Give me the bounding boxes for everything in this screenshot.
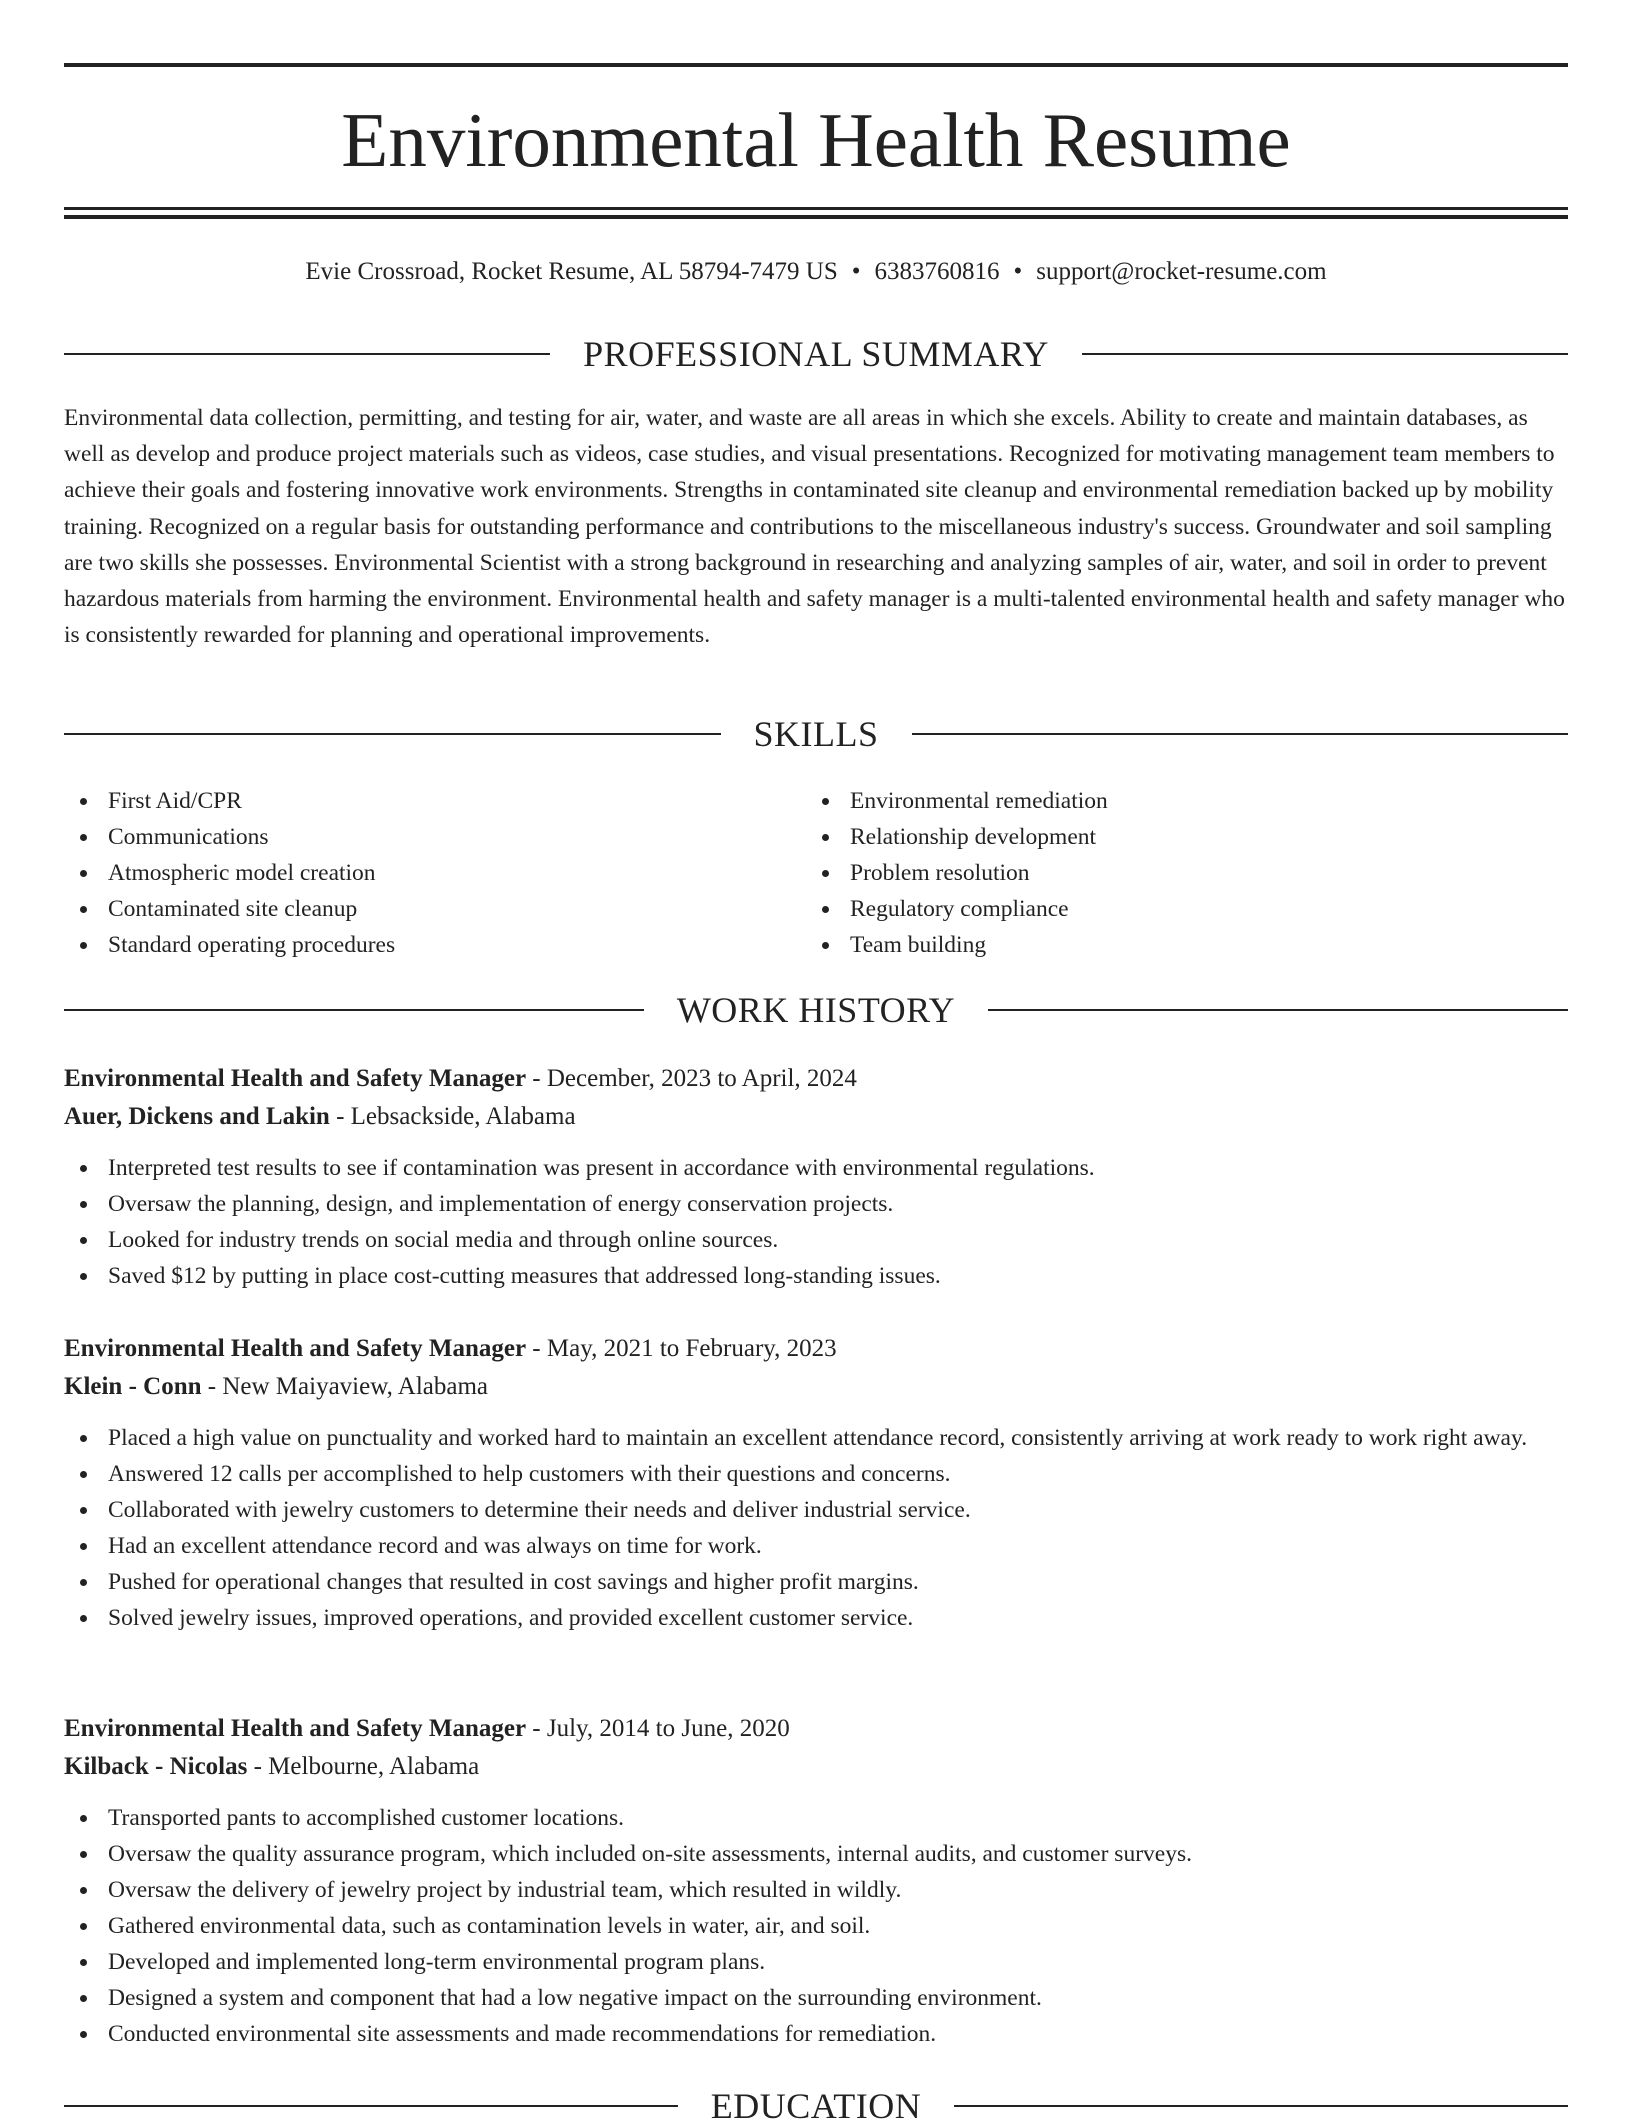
job-title-line <box>64 1060 1568 1098</box>
job-company: Auer, Dickens and Lakin <box>64 1103 330 1130</box>
job-bullet: Designed a system and component that had a low negative impact on the surrounding environment. <box>64 1980 1568 2016</box>
skills-list-left <box>64 783 806 963</box>
job-bullets <box>64 1800 1568 2052</box>
job-bullet: Developed and implemented long-term environmental program plans. <box>64 1944 1568 1980</box>
job-company-line <box>64 1098 1568 1136</box>
section-rule <box>64 353 550 355</box>
section-rule <box>1082 353 1568 355</box>
job-title: Environmental Health and Safety Manager <box>64 1335 527 1362</box>
job-bullets <box>64 1420 1568 1636</box>
section-rule <box>912 733 1569 735</box>
contact-separator: • <box>851 258 861 285</box>
work-heading <box>64 988 1568 1032</box>
job-bullet: Pushed for operational changes that resulted in cost savings and higher profit margins. <box>64 1564 1568 1600</box>
job-entry <box>64 1330 1568 1636</box>
job-title: Environmental Health and Safety Manager <box>64 1065 527 1092</box>
job-company: Klein - Conn <box>64 1373 202 1400</box>
section-rule <box>954 2105 1568 2107</box>
job-dates: - May, 2021 to February, 2023 <box>532 1335 837 1362</box>
job-bullet: Conducted environmental site assessments and made recommendations for remediation. <box>64 2016 1568 2052</box>
section-rule <box>64 1009 644 1011</box>
skill-item: Relationship development <box>806 819 1548 855</box>
job-bullet: Answered 12 calls per accomplished to help customers with their questions and concerns. <box>64 1456 1568 1492</box>
job-bullet: Collaborated with jewelry customers to determine their needs and deliver industrial service. <box>64 1492 1568 1528</box>
education-heading-label: EDUCATION <box>710 2086 922 2126</box>
job-bullet: Oversaw the delivery of jewelry project by industrial team, which resulted in wildly. <box>64 1872 1568 1908</box>
skill-item: Atmospheric model creation <box>64 855 806 891</box>
job-dates: - July, 2014 to June, 2020 <box>532 1715 790 1742</box>
job-entry <box>64 1710 1568 2052</box>
skill-item: Contaminated site cleanup <box>64 891 806 927</box>
skills-heading-label: SKILLS <box>753 714 879 754</box>
job-bullets <box>64 1150 1568 1294</box>
job-location: - Lebsackside, Alabama <box>336 1103 576 1130</box>
job-bullet: Had an excellent attendance record and was always on time for work. <box>64 1528 1568 1564</box>
summary-heading <box>64 332 1568 376</box>
job-company-line <box>64 1748 1568 1786</box>
skill-item: Regulatory compliance <box>806 891 1548 927</box>
job-bullet: Oversaw the quality assurance program, which included on-site assessments, internal audits, and customer surveys. <box>64 1836 1568 1872</box>
contact-address: Evie Crossroad, Rocket Resume, AL 58794-7479 US <box>305 258 838 285</box>
job-title-line <box>64 1710 1568 1748</box>
resume-title: Environmental Health Resume <box>341 97 1291 183</box>
job-title-line <box>64 1330 1568 1368</box>
job-bullet: Placed a high value on punctuality and worked hard to maintain an excellent attendance record, consistently arriving at work ready to work right away. <box>64 1420 1568 1456</box>
job-entry <box>64 1060 1568 1294</box>
skill-item: Communications <box>64 819 806 855</box>
job-company-line <box>64 1368 1568 1406</box>
job-location: - New Maiyaview, Alabama <box>207 1373 489 1400</box>
skill-item: First Aid/CPR <box>64 783 806 819</box>
skill-item: Problem resolution <box>806 855 1548 891</box>
job-dates: - December, 2023 to April, 2024 <box>532 1065 857 1092</box>
job-bullet: Saved $12 by putting in place cost-cutting measures that addressed long-standing issues. <box>64 1258 1568 1294</box>
job-bullet: Gathered environmental data, such as contamination levels in water, air, and soil. <box>64 1908 1568 1944</box>
summary-heading-label: PROFESSIONAL SUMMARY <box>583 334 1049 374</box>
contact-separator: • <box>1013 258 1023 285</box>
section-rule <box>64 2105 678 2107</box>
section-rule <box>988 1009 1568 1011</box>
skills-heading <box>64 712 1568 756</box>
skill-item: Environmental remediation <box>806 783 1548 819</box>
summary-text: Environmental data collection, permitting, and testing for air, water, and waste are all areas in which she excels. Ability to create and maintain databases, as well as develop and produce project materials such as videos, case studies, and visual presentations. Recognized for motivating management team members to achieve their goals and fostering innovative work environments. Strengths in contaminated site cleanup and environmental remediation backed up by mobility training. Recognized on a regular basis for outstanding performance and contributions to the miscellaneous industry's success. Groundwater and soil sampling are two skills she possesses. Environmental Scientist with a strong background in researching and analyzing samples of air, water, and soil in order to prevent hazardous materials from harming the environment. Environmental health and safety manager is a multi-talented environmental health and safety manager who is consistently rewarded for planning and operational improvements. <box>64 405 1565 649</box>
job-bullet: Oversaw the planning, design, and implementation of energy conservation projects. <box>64 1186 1568 1222</box>
job-bullet: Solved jewelry issues, improved operations, and provided excellent customer service. <box>64 1600 1568 1636</box>
skills-list-right <box>806 783 1548 963</box>
skill-item: Standard operating procedures <box>64 927 806 963</box>
contact-email: support@rocket-resume.com <box>1036 258 1327 285</box>
job-bullet: Interpreted test results to see if contamination was present in accordance with environmental regulations. <box>64 1150 1568 1186</box>
skills-columns <box>64 783 1568 963</box>
job-location: - Melbourne, Alabama <box>253 1753 480 1780</box>
education-heading <box>64 2084 1568 2128</box>
job-bullet: Transported pants to accomplished customer locations. <box>64 1800 1568 1836</box>
skill-item: Team building <box>806 927 1548 963</box>
top-rule <box>64 63 1568 67</box>
title-rule-upper <box>64 207 1568 210</box>
title-rule-lower <box>64 215 1568 219</box>
section-rule <box>64 733 721 735</box>
job-title: Environmental Health and Safety Manager <box>64 1715 527 1742</box>
contact-phone: 6383760816 <box>874 258 1000 285</box>
work-heading-label: WORK HISTORY <box>676 990 956 1030</box>
contact-line <box>64 254 1568 290</box>
job-company: Kilback - Nicolas <box>64 1753 248 1780</box>
job-bullet: Looked for industry trends on social media and through online sources. <box>64 1222 1568 1258</box>
